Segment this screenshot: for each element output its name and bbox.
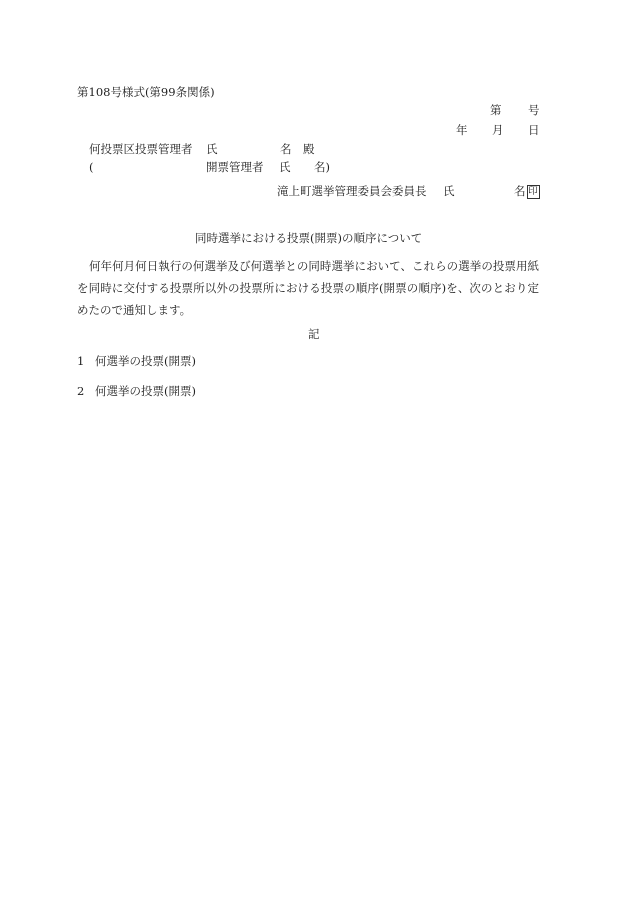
counting-manager-mei: 名) (314, 160, 330, 174)
list-item-2-text: 何選挙の投票(開票) (95, 384, 196, 398)
form-number: 第108号様式(第99条関係) (77, 85, 215, 99)
list-item-2-number: 2 (77, 384, 85, 398)
date-day: 日 (528, 123, 540, 137)
sender-shi: 氏 (443, 184, 455, 198)
addressee-title: 何投票区投票管理者 (89, 142, 193, 156)
counting-manager-shi: 氏 (279, 160, 291, 174)
document-subject: 同時選挙における投票(開票)の順序について (195, 231, 423, 245)
list-item-1-number: 1 (77, 354, 85, 368)
sender-mei-text: 名 (514, 184, 526, 198)
date-month: 月 (492, 123, 504, 137)
body-paragraph: 何年何月何日執行の何選挙及び何選挙との同時選挙において、これらの選挙の投票用紙を同時に交付する投票所以外の投票所における投票の順序(開票の順序)を、次のとおり定めたので通知します。 (77, 259, 539, 317)
doc-number-dai: 第 (490, 103, 502, 117)
doc-number-go: 号 (528, 103, 540, 117)
addressee-paren-open: ( (89, 160, 94, 174)
addressee-mei: 名 (280, 142, 292, 156)
list-item-1-text: 何選挙の投票(開票) (95, 354, 196, 368)
date-year: 年 (456, 123, 468, 137)
counting-manager-title: 開票管理者 (206, 160, 264, 174)
addressee-dono: 殿 (303, 142, 315, 156)
sender-mei (514, 184, 540, 199)
ki-heading: 記 (308, 327, 320, 341)
addressee-shi: 氏 (206, 142, 218, 156)
sender-title: 滝上町選挙管理委員会委員長 (277, 184, 427, 198)
seal-mark: 印 (528, 186, 538, 197)
